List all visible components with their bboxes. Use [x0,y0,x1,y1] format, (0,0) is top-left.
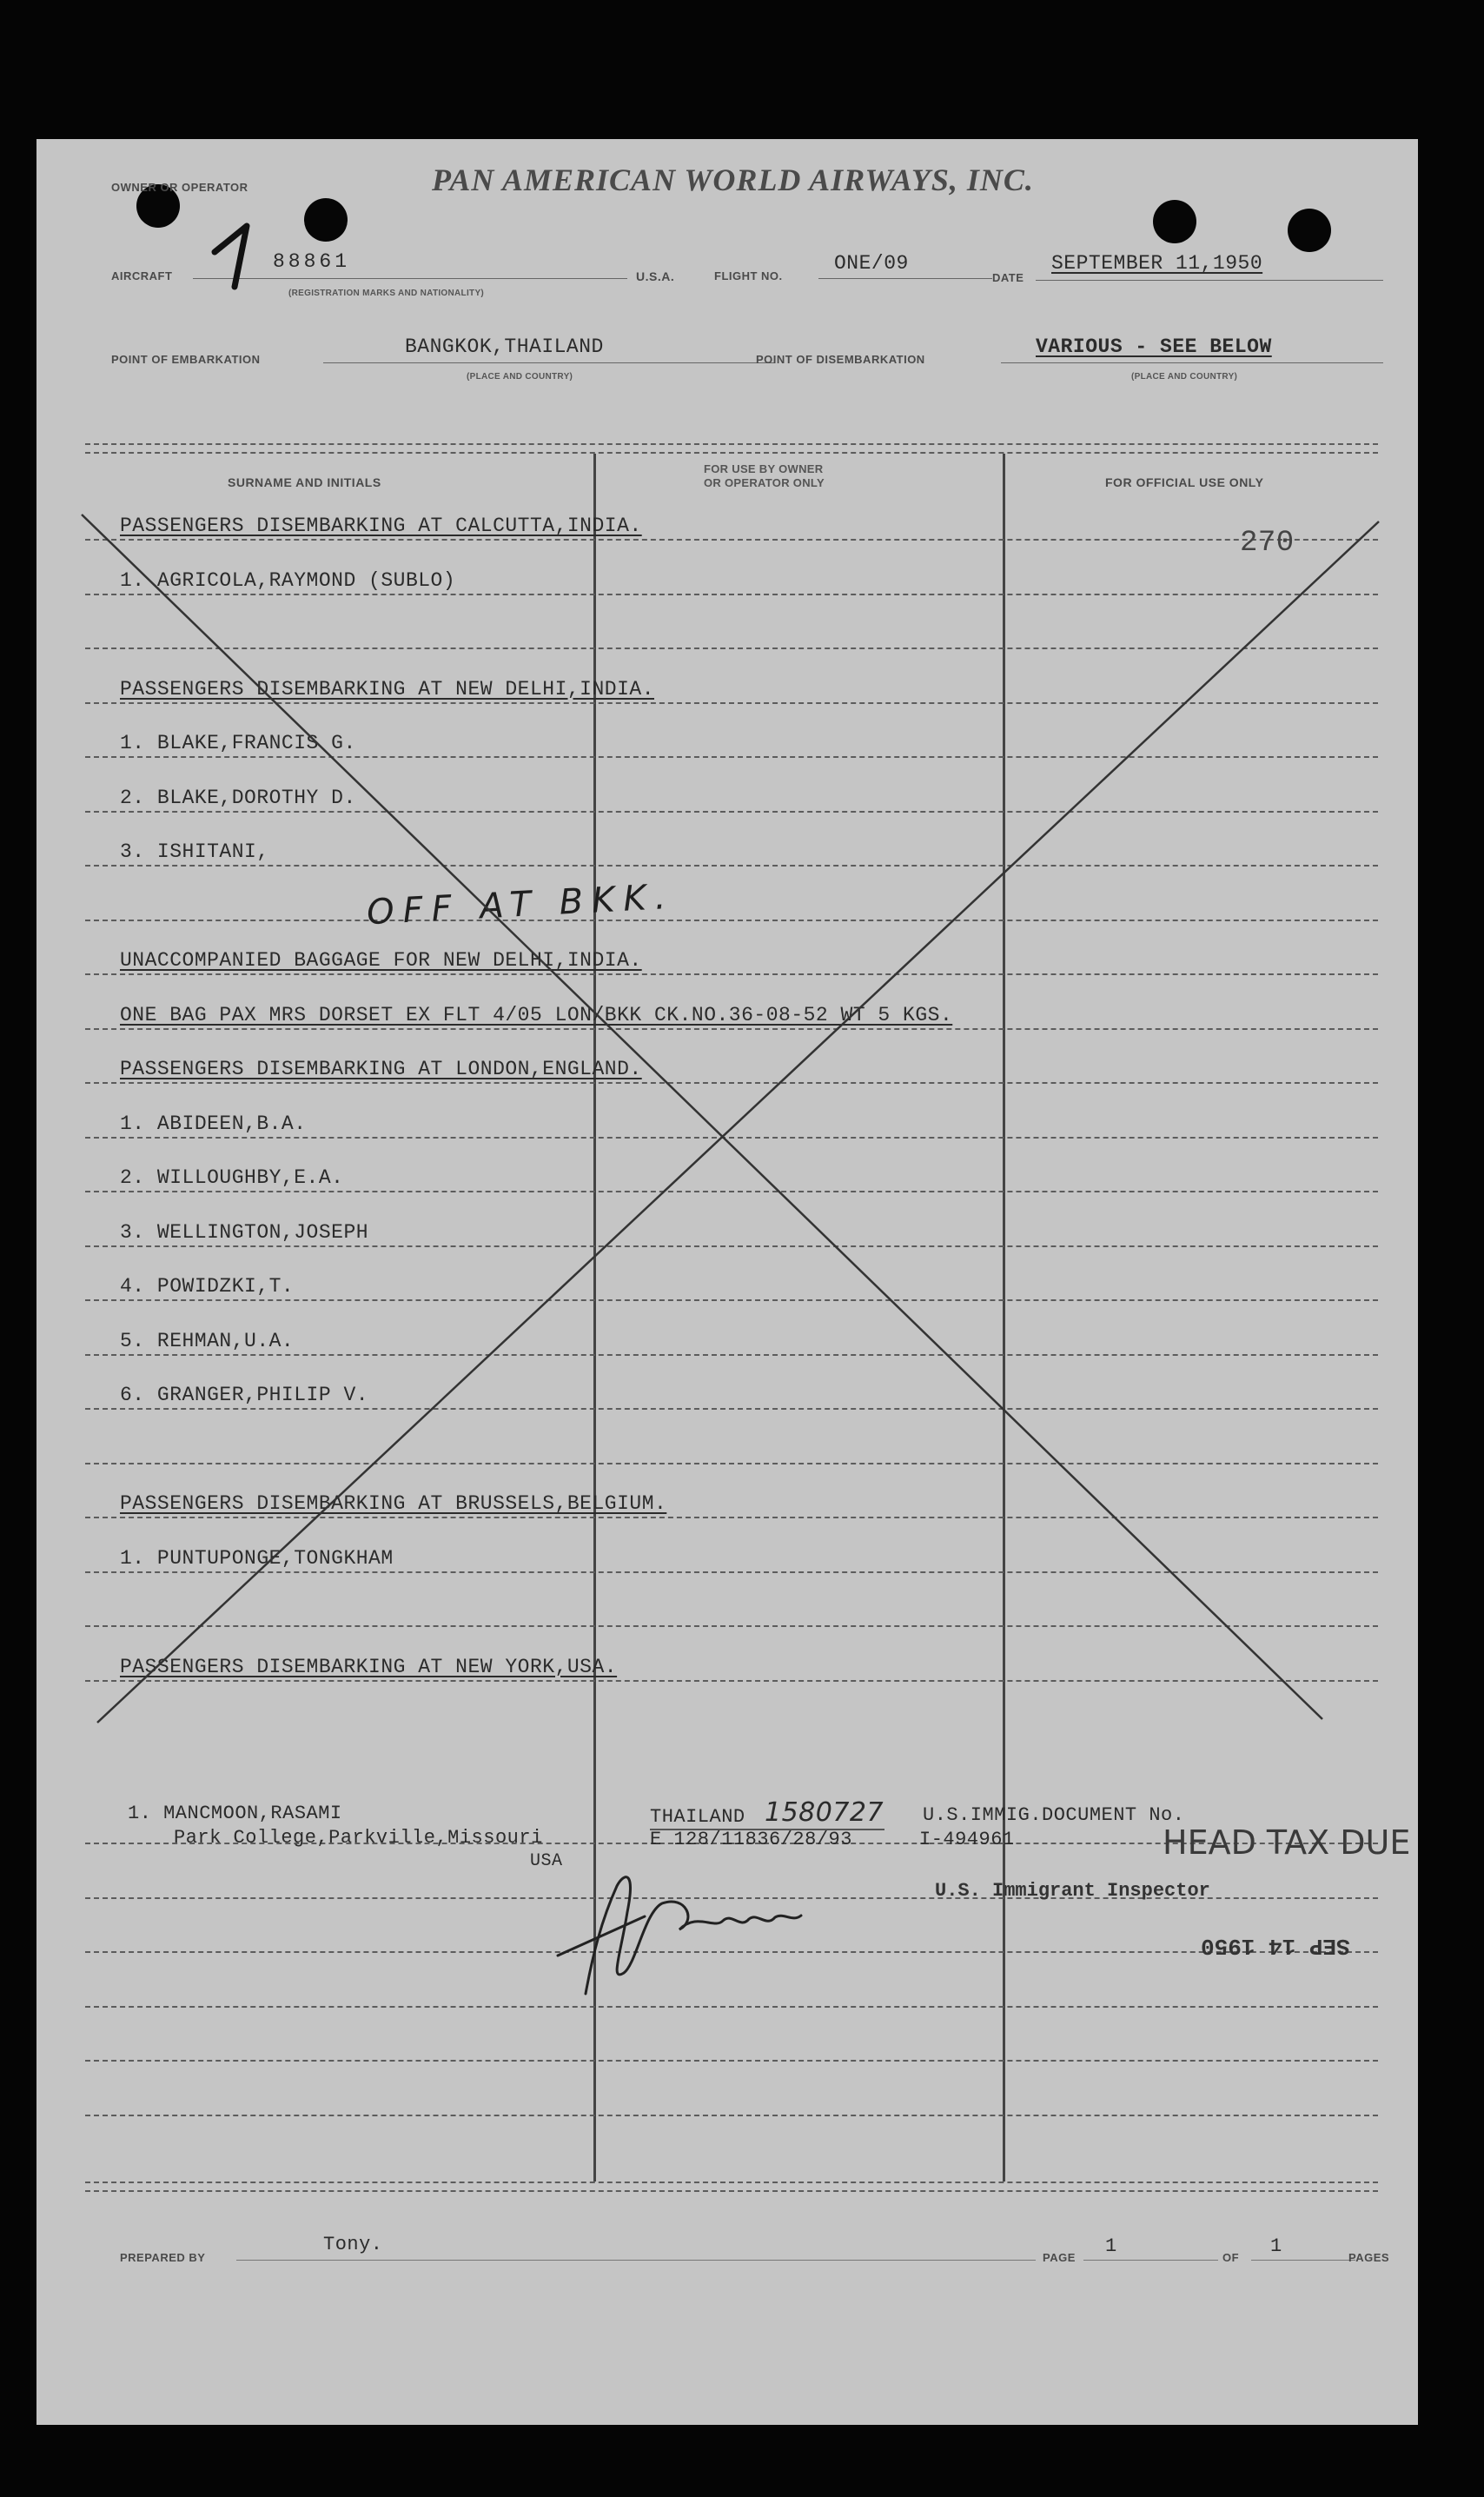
immig-doc-value: I-494961 [919,1829,1015,1850]
page-value: 1 [1105,2235,1117,2257]
row-text: 1. AGRICOLA,RAYMOND (SUBLO) [120,568,456,592]
passport-label: THAILAND [650,1806,745,1828]
row-text: 1. PUNTUPONGE,TONGKHAM [120,1546,394,1570]
cross-out-stroke-1 [82,515,1322,1719]
row-text: 1. ABIDEEN,B.A. [120,1112,307,1135]
head-tax-due-stamp: HEAD TAX DUE [1163,1823,1411,1862]
row-text: PASSENGERS DISEMBARKING AT NEW YORK,USA. [120,1655,618,1678]
cross-out-stroke-2 [97,521,1379,1723]
prepared-label: PREPARED BY [120,2251,206,2264]
row-text: 4. POWIDZKI,T. [120,1275,295,1298]
row-text: PASSENGERS DISEMBARKING AT LONDON,ENGLAND. [120,1058,642,1080]
row-text: UNACCOMPANIED BAGGAGE FOR NEW DELHI,INDIA. [120,949,642,972]
row-text: 3. WELLINGTON,JOSEPH [120,1220,369,1244]
aircraft-initial-mark [215,226,247,287]
ny-passenger-address: Park College,Parkville,Missouri [174,1827,543,1849]
row-text: 2. WILLOUGHBY,E.A. [120,1166,344,1189]
prepared-value: Tony. [323,2234,383,2255]
passport-detail: E 128/11836/28/93 [650,1829,852,1850]
row-text: 3. ISHITANI, [120,840,269,863]
immigrant-inspector-stamp: U.S. Immigrant Inspector [935,1880,1210,1902]
immig-doc-label: U.S.IMMIG.DOCUMENT No. [923,1804,1185,1826]
row-text: 6. GRANGER,PHILIP V. [120,1384,369,1406]
row-text: PASSENGERS DISEMBARKING AT BRUSSELS,BELGIUM. [120,1492,667,1515]
embarkation-label: POINT OF EMBARKATION [111,353,261,366]
embarkation-value: BANGKOK,THAILAND [405,335,604,358]
row-text: 1. BLAKE,FRANCIS G. [120,732,356,754]
owner-label: OWNER OR OPERATOR [111,181,248,194]
row-text: 5. REHMAN,U.A. [120,1329,295,1352]
official-number: 270 [1240,527,1295,560]
aircraft-value: 88861 [273,250,351,273]
ny-passenger-country: USA [530,1851,563,1871]
place-caption: (PLACE AND COUNTRY) [467,372,573,382]
pages-label: PAGES [1348,2251,1390,2264]
company-name: PAN AMERICAN WORLD AIRWAYS, INC. [432,163,1034,197]
disembarkation-value: VARIOUS - SEE BELOW [1036,335,1272,358]
date-label: DATE [992,271,1024,284]
date-stamp: SEP 14 1950 [1201,1933,1350,1959]
disembarkation-label: POINT OF DISEMBARKATION [756,353,925,366]
manifest-sheet [36,139,1418,2425]
ny-passenger-name: 1. MANCMOON,RASAMI [128,1803,342,1824]
of-label: OF [1222,2251,1240,2264]
flight-label: FLIGHT NO. [714,269,783,282]
row-text: ONE BAG PAX MRS DORSET EX FLT 4/05 LON/BKK CK.NO.36-08-52 WT 5 KGS. [120,1003,953,1026]
row-text: 2. BLAKE,DOROTHY D. [120,786,356,809]
row-text: PASSENGERS DISEMBARKING AT CALCUTTA,INDIA. [120,515,642,537]
col-official: FOR OFFICIAL USE ONLY [1105,475,1264,489]
col-owner-2: OR OPERATOR ONLY [704,476,825,489]
inspector-signature [558,1877,801,1994]
of-value: 1 [1270,2235,1282,2257]
col-owner-1: FOR USE BY OWNER [704,462,824,475]
flight-value: ONE/09 [834,252,909,275]
usa-label: U.S.A. [636,269,675,283]
passport-number: 1580727 [765,1797,884,1828]
place-caption-2: (PLACE AND COUNTRY) [1131,372,1238,382]
ink-overlay [36,139,1418,2425]
col-surname: SURNAME AND INITIALS [228,475,381,489]
aircraft-label: AIRCRAFT [111,269,173,282]
handwritten-off-at-bkk: OFF AT BKK. [366,876,676,933]
registration-caption: (REGISTRATION MARKS AND NATIONALITY) [288,289,485,298]
row-text: PASSENGERS DISEMBARKING AT NEW DELHI,INDIA. [120,677,654,701]
date-value: SEPTEMBER 11,1950 [1051,252,1263,275]
page-label: PAGE [1043,2251,1076,2264]
